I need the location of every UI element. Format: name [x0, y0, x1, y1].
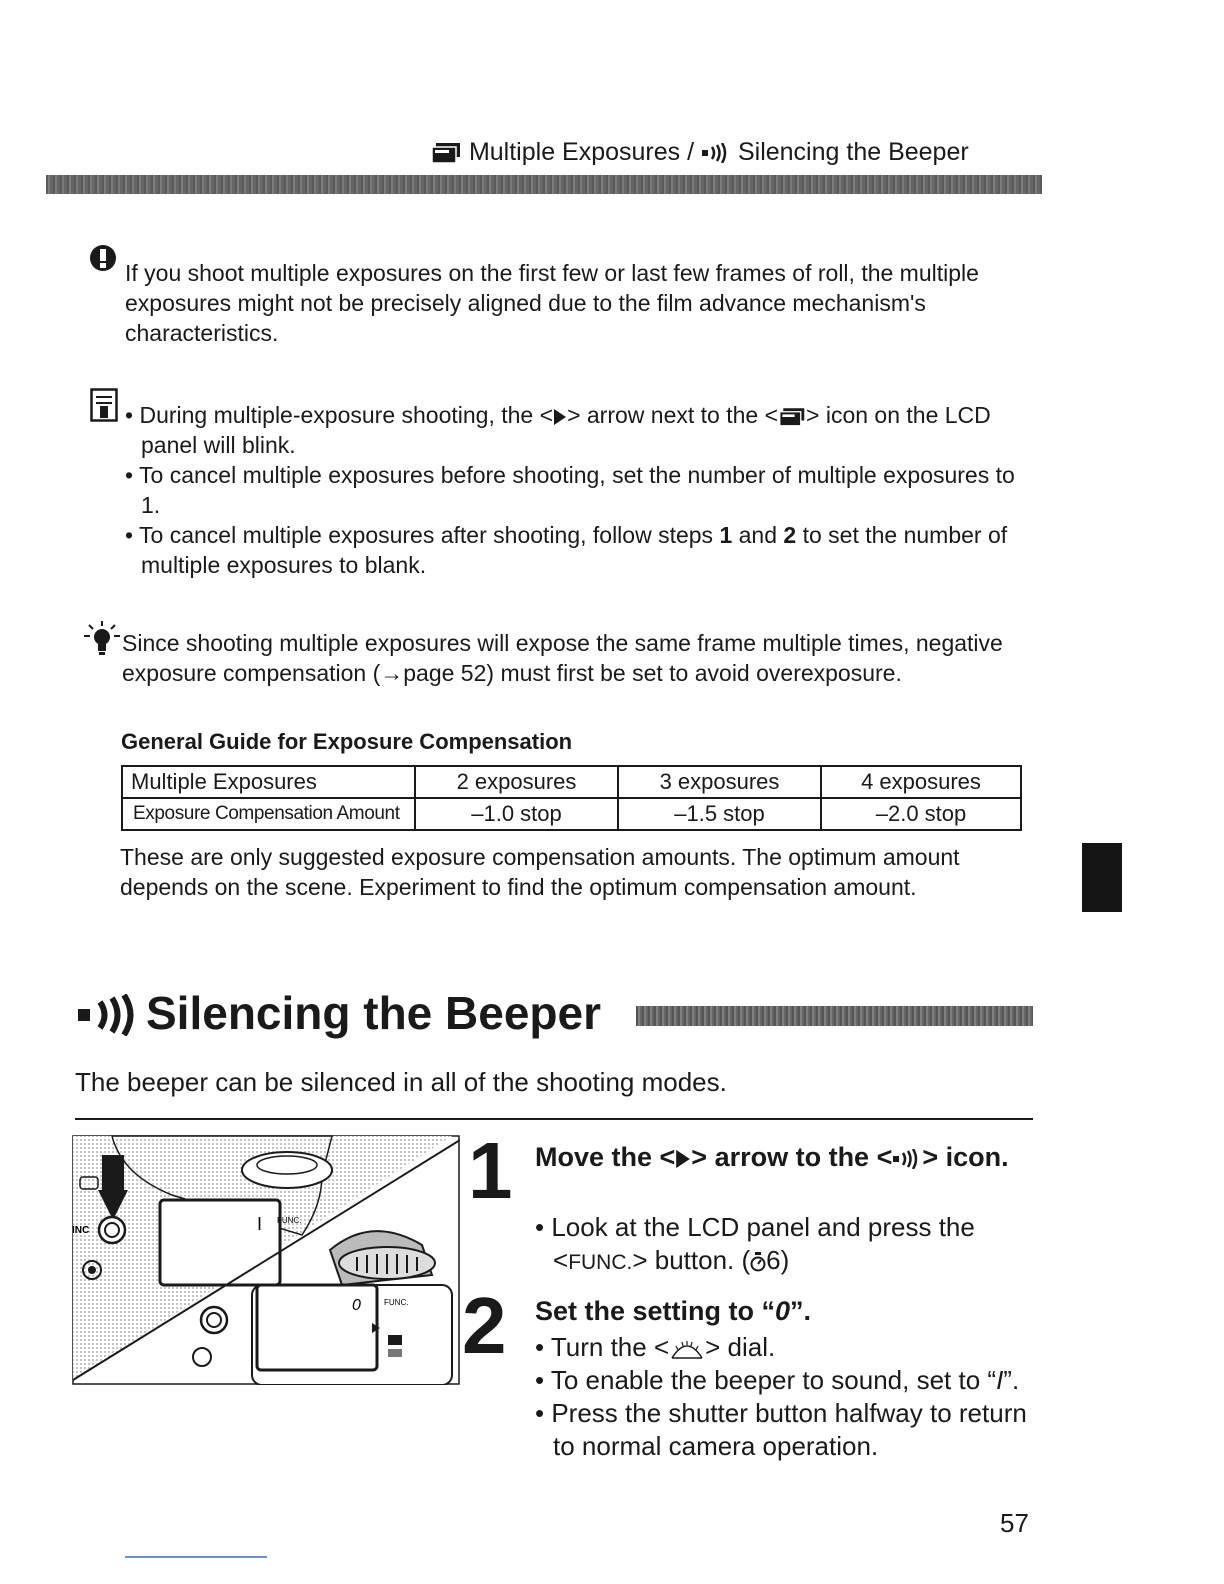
- table-cell: –2.0 stop: [821, 798, 1021, 830]
- step-1-title-pre: Move the <: [535, 1142, 676, 1172]
- caution-text: If you shoot multiple exposures on the first few or last few frames of roll, the multiple exposures might not be precisely aligned due to the film advance mechanism's characteristics.: [125, 260, 979, 346]
- step-1-bullet: • Look at the LCD panel and press the <FUNC.> button. ( 6): [535, 1212, 975, 1275]
- step-ref-2: 2: [783, 522, 797, 548]
- memo-bullet-1: • During multiple-exposure shooting, the < > arrow next to the < > icon on the LCD panel will blink.: [125, 402, 991, 458]
- step-2-bullet-2-pre: To enable the beeper to sound, set to “: [550, 1365, 997, 1395]
- step-ref-1: 1: [719, 522, 733, 548]
- tip-note: [122, 628, 1012, 688]
- guide-title: General Guide for Exposure Compensation: [121, 729, 573, 754]
- arrow-icon: [675, 1148, 691, 1170]
- step-1-bullet-pre: Look at the LCD panel and press the <: [551, 1212, 975, 1275]
- step-1-title-mid: > arrow to the <: [691, 1142, 893, 1172]
- table-cell: –1.5 stop: [618, 798, 821, 830]
- memo-bullet-2: • To cancel multiple exposures before shooting, set the number of multiple exposures to 1.: [125, 462, 1015, 518]
- step-2-bullet-3-text: Press the shutter button halfway to return to normal camera operation.: [551, 1398, 1027, 1461]
- page-number: 57: [1000, 1508, 1029, 1538]
- multiple-exposure-icon: [778, 407, 806, 427]
- chapter-tab-marker: [1082, 843, 1122, 912]
- side-label: INC: [72, 1225, 90, 1236]
- beeper-icon: [76, 994, 146, 1036]
- header-bar: [46, 175, 1042, 194]
- step-2-title-post: ”.: [790, 1296, 812, 1326]
- memo-note: [125, 400, 1015, 580]
- step-2-bullet-2: • To enable the beeper to sound, set to “I”.: [535, 1365, 1020, 1395]
- step-1-title: [535, 1140, 1025, 1174]
- table-cell: 3 exposures: [618, 766, 821, 798]
- step-2-bullet-2-post: ”.: [1003, 1365, 1020, 1395]
- table-cell: Multiple Exposures: [122, 766, 415, 798]
- table-cell: –1.0 stop: [415, 798, 618, 830]
- func-label-bottom: FUNC.: [384, 1298, 409, 1307]
- tip-icon: [83, 620, 121, 656]
- step-1-bullet-ref: 6: [766, 1245, 781, 1275]
- arrow-icon: [553, 408, 567, 426]
- guide-after-text-body: These are only suggested exposure compensation amounts. The optimum amount depends on the scene. Experiment to find the optimum compensation amount.: [120, 844, 960, 900]
- memo-bullet-1-pre: During multiple-exposure shooting, the <: [139, 402, 554, 428]
- header-title: [430, 138, 969, 167]
- section-intro: The beeper can be silenced in all of the shooting modes.: [75, 1067, 727, 1097]
- memo-bullet-2-text: To cancel multiple exposures before shooting, set the number of multiple exposures to 1.: [139, 462, 1015, 518]
- func-button-label: FUNC.: [568, 1251, 633, 1274]
- timer-icon: [750, 1251, 766, 1273]
- step-2-bullet-3: • Press the shutter button halfway to return to normal camera operation.: [535, 1398, 1027, 1461]
- memo-bullet-3: • To cancel multiple exposures after shooting, follow steps 1 and 2 to set the number of multiple exposures to blank.: [125, 522, 1008, 578]
- step-2-bullet-1-pre: Turn the <: [550, 1332, 670, 1362]
- caution-note: [125, 258, 1005, 348]
- footer-line: [125, 1556, 267, 1558]
- camera-illustration: [72, 1135, 460, 1385]
- step-2-body: [535, 1331, 1035, 1463]
- beeper-icon: [892, 1149, 922, 1169]
- table-cell: 2 exposures: [415, 766, 618, 798]
- main-dial-icon: [669, 1338, 705, 1360]
- beeper-icon: [701, 143, 731, 163]
- step-1-bullet-end: ): [780, 1245, 790, 1275]
- step-1-body: [535, 1211, 1035, 1279]
- memo-bullet-1-mid: > arrow next to the <: [567, 402, 779, 428]
- tip-text: Since shooting multiple exposures will expose the same frame multiple times, negative exposure compensation (→page 52) must first be set to avoid overexposure.: [122, 630, 1003, 686]
- table-row: [122, 798, 1021, 830]
- step-1-number: 1: [468, 1126, 513, 1215]
- section-title: Silencing the Beeper: [146, 987, 602, 1039]
- step-2-number: 2: [462, 1281, 507, 1370]
- step-2-bullet-1: • Turn the < > dial.: [535, 1332, 776, 1362]
- lcd-top-label: I: [257, 1214, 263, 1234]
- guide-after-text: [120, 842, 1020, 902]
- section-bar: [636, 1006, 1033, 1026]
- lcd-bottom-label: 0: [352, 1297, 361, 1314]
- step-2-bullet-2-value: I: [996, 1365, 1004, 1395]
- exposure-guide-table: [121, 765, 1022, 831]
- caution-icon: [88, 243, 118, 273]
- table-cell: Exposure Compensation Amount: [122, 798, 415, 830]
- step-1-title-post: > icon.: [922, 1142, 1009, 1172]
- memo-bullet-3-post: to set the number of multiple exposures to blank.: [141, 522, 1008, 578]
- multiple-exposure-icon: [430, 142, 462, 164]
- step-2-title-value: 0: [775, 1296, 791, 1326]
- section-rule: [75, 1118, 1033, 1120]
- step-1-bullet-post: > button. (: [632, 1245, 751, 1275]
- table-cell: 4 exposures: [821, 766, 1021, 798]
- header-title-part1: Multiple Exposures /: [468, 138, 695, 166]
- step-2-bullet-1-post: > dial.: [705, 1332, 776, 1362]
- header-title-part2: Silencing the Beeper: [737, 138, 969, 166]
- memo-bullet-1-post: > icon on the LCD panel will blink.: [141, 402, 991, 458]
- memo-bullet-3-pre: To cancel multiple exposures after shooting, follow steps: [139, 522, 720, 548]
- memo-bullet-3-and: and: [732, 522, 784, 548]
- step-2-title: [535, 1294, 1025, 1328]
- table-row: [122, 766, 1021, 798]
- step-2-title-pre: Set the setting to “: [535, 1296, 776, 1326]
- func-label-top: FUNC.: [277, 1216, 302, 1225]
- memo-icon: [90, 388, 118, 422]
